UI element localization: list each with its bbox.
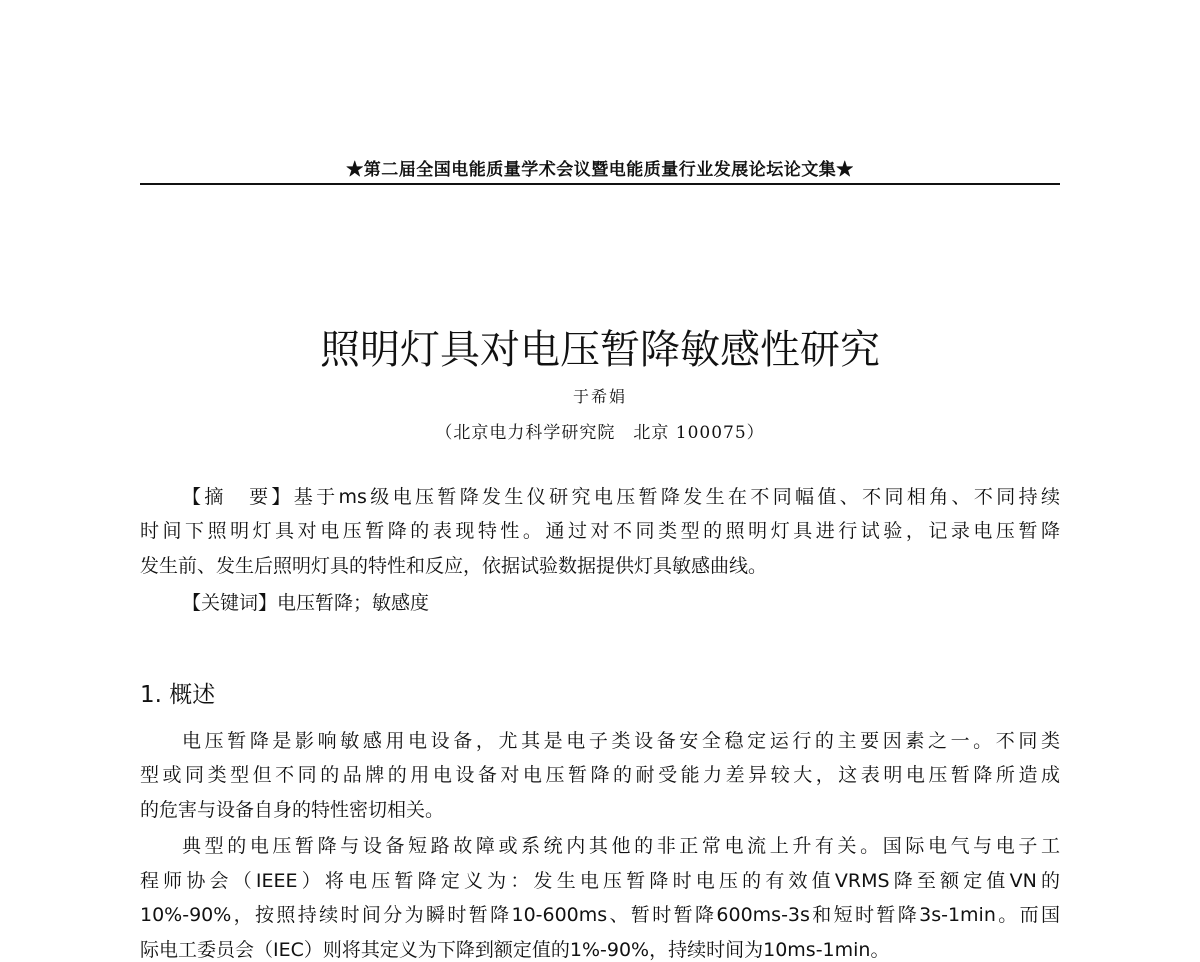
header-rule — [140, 183, 1060, 185]
body-line: 际电工委员会（IEC）则将其定义为下降到额定值的1%-90%，持续时间为10ms-1min。 — [140, 939, 890, 961]
abstract-line: 发生前、发生后照明灯具的特性和反应，依据试验数据提供灯具敏感曲线。 — [140, 555, 768, 577]
body-line: 电压暂降是影响敏感用电设备，尤其是电子类设备安全稳定运行的主要因素之一。不同类 — [182, 730, 1060, 752]
body-line: 的危害与设备自身的特性密切相关。 — [140, 799, 445, 821]
body-line: 型或同类型但不同的品牌的用电设备对电压暂降的耐受能力差异较大，这表明电压暂降所造成 — [140, 764, 1060, 786]
running-header: ★第二届全国电能质量学术会议暨电能质量行业发展论坛论文集★ — [346, 160, 854, 180]
abstract-line: 【摘 要】基于ms级电压暂降发生仪研究电压暂降发生在不同幅值、不同相角、不同持续 — [182, 486, 1060, 508]
body-line: 程师协会（IEEE）将电压暂降定义为：发生电压暂降时电压的有效值VRMS降至额定值VN的 — [140, 870, 1060, 892]
author: 于希娟 — [572, 387, 627, 406]
paper-title: 照明灯具对电压暂降敏感性研究 — [320, 327, 880, 373]
body-line: 10%-90%，按照持续时间分为瞬时暂降10-600ms、暂时暂降600ms-3s和短时暂降3s-1min。而国 — [140, 904, 1060, 926]
section-heading: 1. 概述 — [140, 682, 216, 708]
affiliation: （北京电力科学研究院 北京 100075） — [435, 423, 765, 443]
abstract-line: 时间下照明灯具对电压暂降的表现特性。通过对不同类型的照明灯具进行试验，记录电压暂降 — [140, 520, 1060, 542]
keywords: 【关键词】电压暂降；敏感度 — [182, 592, 430, 614]
body-line: 典型的电压暂降与设备短路故障或系统内其他的非正常电流上升有关。国际电气与电子工 — [182, 835, 1060, 857]
